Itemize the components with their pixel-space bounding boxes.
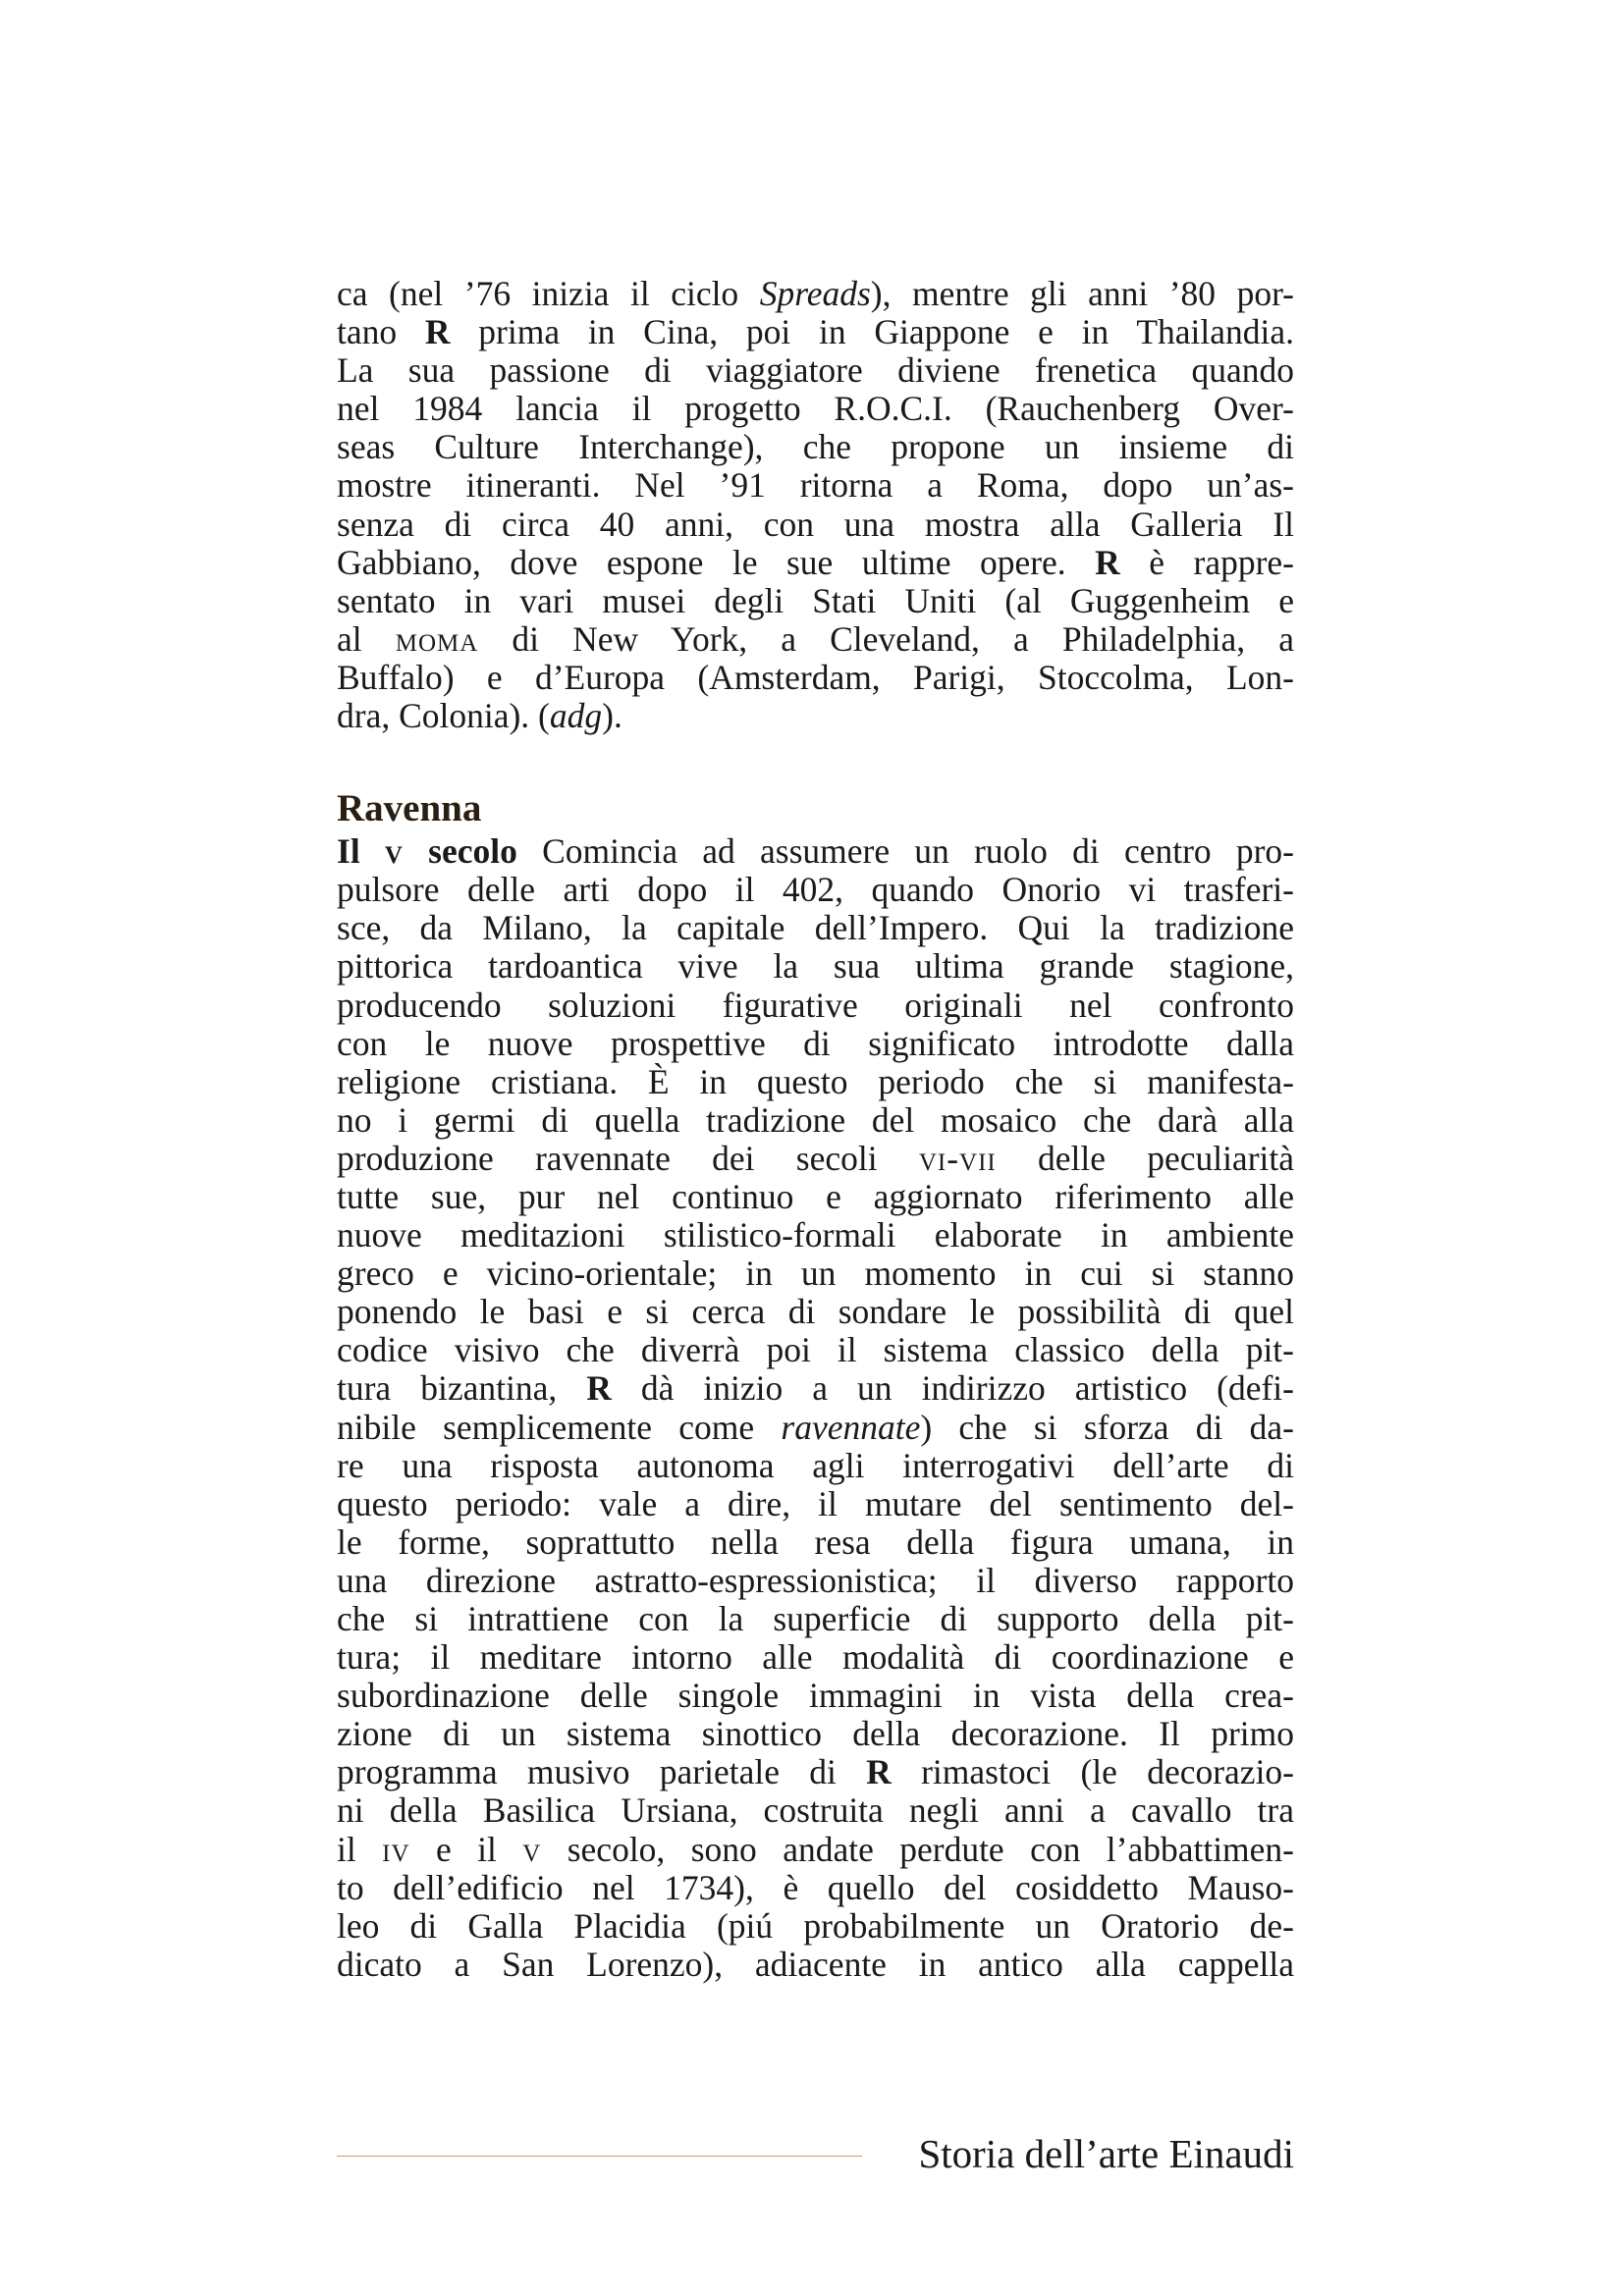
text-line: nel 1984 lancia il progetto R.O.C.I. (Rauchenberg Over- [337, 389, 1294, 429]
text-line: produzione ravennate dei secoli vi-vii delle peculiarità [337, 1138, 1294, 1178]
text-line: senza di circa 40 anni, con una mostra alla Galleria Il [337, 504, 1294, 544]
text-line: leo di Galla Placidia (piú probabilmente un Oratorio de- [337, 1905, 1294, 1946]
text-line: to dell’edificio nel 1734), è quello del cosiddetto Mauso- [337, 1867, 1294, 1907]
text-line: Buffalo) e d’Europa (Amsterdam, Parigi, Stoccolma, Lon- [337, 657, 1294, 697]
page-footer [337, 2130, 1294, 2179]
text-line: ni della Basilica Ursiana, costruita negli anni a cavallo tra [337, 1790, 1294, 1831]
text-line: al moma di New York, a Cleveland, a Philadelphia, a [337, 618, 1295, 659]
text-line: codice visivo che diverrà poi il sistema classico della pit- [337, 1330, 1294, 1370]
text-line: una direzione astratto-espressionistica; il diverso rapporto [337, 1560, 1294, 1600]
text-line: greco e vicino-orientale; in un momento in cui si stanno [337, 1254, 1294, 1294]
text-line: tura bizantina, R dà inizio a un indirizzo artistico (defi- [337, 1368, 1294, 1409]
text-line: sentato in vari musei degli Stati Uniti (al Guggenheim e [337, 580, 1294, 620]
text-line: le forme, soprattutto nella resa della figura umana, in [337, 1522, 1294, 1562]
text-line: ponendo le basi e si cerca di sondare le possibilità di quel [337, 1292, 1294, 1332]
text-line: producendo soluzioni figurative originali nel confronto [337, 985, 1294, 1025]
footer-publisher-title: Storia dell’arte Einaudi [918, 2131, 1294, 2176]
footer-rule [337, 2156, 862, 2157]
text-line: tano R prima in Cina, poi in Giappone e in Thailandia. [337, 312, 1294, 352]
text-line: questo periodo: vale a dire, il mutare del sentimento del- [337, 1483, 1294, 1523]
text-line: sce, da Milano, la capitale dell’Impero. Qui la tradizione [337, 908, 1294, 948]
text-line: il iv e il v secolo, sono andate perdute con l’abbattimen- [337, 1829, 1295, 1869]
paragraph-ravenna-v-secolo [337, 832, 1294, 1984]
text-line: dra, Colonia). (adg). [337, 696, 622, 736]
page-body [337, 275, 1294, 1984]
text-line: tutte sue, pur nel continuo e aggiornato riferimento alle [337, 1176, 1294, 1216]
text-line: con le nuove prospettive di significato introdotte dalla [337, 1023, 1294, 1063]
text-line: dicato a San Lorenzo), adiacente in antico alla cappella [337, 1944, 1294, 1984]
paragraph-rauschenberg-bio [337, 275, 1294, 735]
text-line: nuove meditazioni stilistico-formali elaborate in ambiente [337, 1215, 1294, 1255]
text-line: subordinazione delle singole immagini in vista della crea- [337, 1676, 1294, 1716]
text-line: zione di un sistema sinottico della decorazione. Il primo [337, 1714, 1294, 1754]
text-line: che si intrattiene con la superficie di supporto della pit- [337, 1599, 1294, 1638]
text-line: seas Culture Interchange), che propone un insieme di [337, 427, 1294, 467]
text-line: pulsore delle arti dopo il 402, quando Onorio vi trasferi- [337, 870, 1294, 910]
text-line: tura; il meditare intorno alle modalità di coordinazione e [337, 1637, 1294, 1678]
text-line: ca (nel ’76 inizia il ciclo Spreads), mentre gli anni ’80 por- [337, 274, 1294, 313]
text-line: Gabbiano, dove espone le sue ultime opere. R è rappre- [337, 542, 1294, 582]
text-line: no i germi di quella tradizione del mosaico che darà alla [337, 1099, 1294, 1140]
text-line: mostre itineranti. Nel ’91 ritorna a Roma, dopo un’as- [337, 465, 1294, 506]
text-line: nibile semplicemente come ravennate) che si sforza di da- [337, 1407, 1294, 1447]
text-line: pittorica tardoantica vive la sua ultima grande stagione, [337, 946, 1294, 987]
text-line: programma musivo parietale di R rimastoci (le decorazio- [337, 1752, 1295, 1792]
entry-heading: Ravenna [337, 787, 482, 830]
text-line: La sua passione di viaggiatore diviene frenetica quando [337, 350, 1294, 391]
text-line: re una risposta autonoma agli interrogativi dell’arte di [337, 1445, 1294, 1485]
text-line: religione cristiana. È in questo periodo che si manifesta- [337, 1061, 1294, 1101]
text-line: Il v secolo Comincia ad assumere un ruolo di centro pro- [337, 831, 1294, 872]
